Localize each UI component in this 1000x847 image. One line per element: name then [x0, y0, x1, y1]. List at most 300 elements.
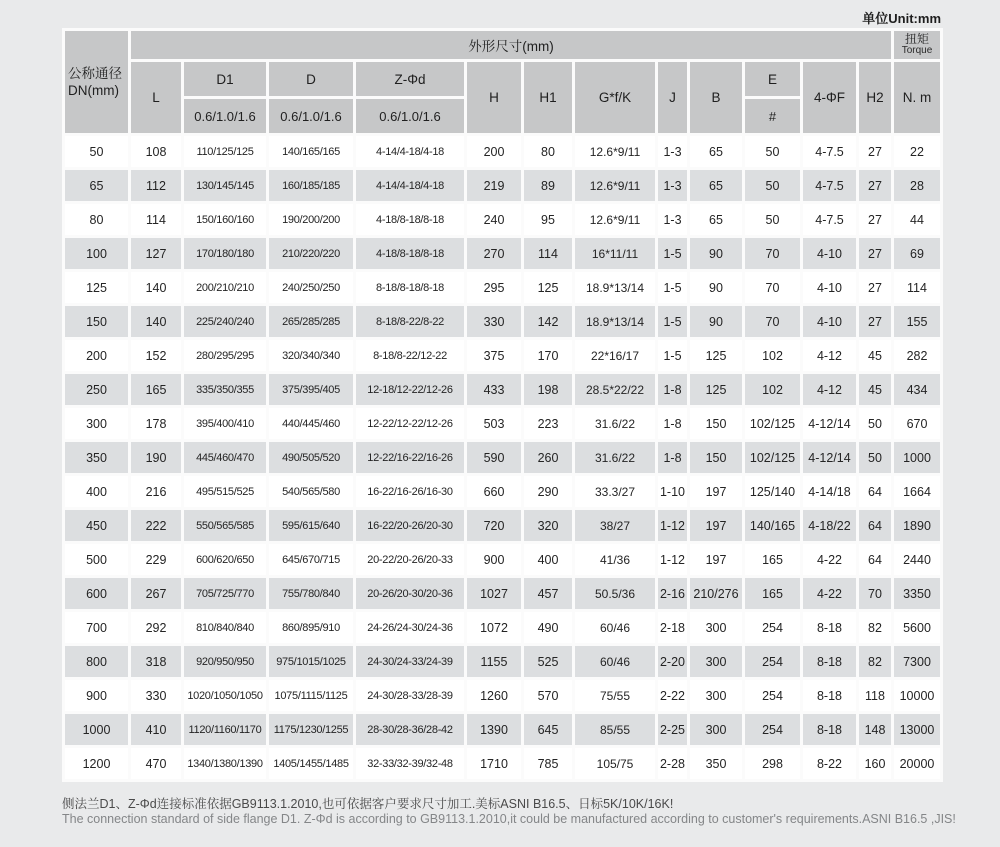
cell-h2: 45	[859, 374, 891, 405]
cell-zd: 12-18/12-22/12-26	[356, 374, 464, 405]
cell-b: 65	[690, 136, 742, 167]
cell-h1: 457	[524, 578, 572, 609]
cell-b: 197	[690, 510, 742, 541]
cell-zd: 4-14/4-18/4-18	[356, 170, 464, 201]
cell-d: 375/395/405	[269, 374, 353, 405]
header-zd: Z-Φd	[356, 62, 464, 96]
cell-d: 240/250/250	[269, 272, 353, 303]
table-row	[65, 442, 940, 473]
cell-d1: 395/400/410	[184, 408, 266, 439]
cell-nm: 69	[894, 238, 940, 269]
cell-nm: 44	[894, 204, 940, 235]
cell-j: 2-22	[658, 680, 687, 711]
cell-h1: 125	[524, 272, 572, 303]
cell-h2: 27	[859, 238, 891, 269]
cell-d: 490/505/520	[269, 442, 353, 473]
cell-j: 2-28	[658, 748, 687, 779]
cell-d1: 335/350/355	[184, 374, 266, 405]
cell-dn: 125	[65, 272, 128, 303]
cell-nm: 114	[894, 272, 940, 303]
cell-l: 216	[131, 476, 181, 507]
cell-h2: 64	[859, 544, 891, 575]
cell-e: 254	[745, 646, 800, 677]
cell-f: 8-18	[803, 714, 856, 745]
table-row	[65, 170, 940, 201]
cell-j: 2-25	[658, 714, 687, 745]
cell-d: 190/200/200	[269, 204, 353, 235]
cell-b: 300	[690, 612, 742, 643]
cell-h: 375	[467, 340, 521, 371]
cell-d1: 1340/1380/1390	[184, 748, 266, 779]
cell-gfk: 18.9*13/14	[575, 306, 655, 337]
cell-h: 590	[467, 442, 521, 473]
cell-h1: 89	[524, 170, 572, 201]
cell-h: 1027	[467, 578, 521, 609]
cell-j: 1-5	[658, 306, 687, 337]
cell-f: 4-14/18	[803, 476, 856, 507]
table-row	[65, 204, 940, 235]
table-row	[65, 612, 940, 643]
cell-nm: 2440	[894, 544, 940, 575]
cell-h1: 290	[524, 476, 572, 507]
cell-dn: 1200	[65, 748, 128, 779]
cell-d1: 225/240/240	[184, 306, 266, 337]
header-h1: H1	[524, 62, 572, 133]
table-row	[65, 476, 940, 507]
cell-zd: 12-22/16-22/16-26	[356, 442, 464, 473]
table-row	[65, 646, 940, 677]
cell-d1: 200/210/210	[184, 272, 266, 303]
header-dn-line1: 公称通径	[68, 66, 122, 81]
cell-f: 4-12	[803, 374, 856, 405]
header-d1: D1	[184, 62, 266, 96]
cell-dn: 900	[65, 680, 128, 711]
cell-b: 150	[690, 442, 742, 473]
cell-h1: 525	[524, 646, 572, 677]
table-row	[65, 374, 940, 405]
cell-d: 1175/1230/1255	[269, 714, 353, 745]
cell-dn: 300	[65, 408, 128, 439]
cell-l: 229	[131, 544, 181, 575]
cell-h2: 82	[859, 612, 891, 643]
cell-l: 108	[131, 136, 181, 167]
cell-nm: 282	[894, 340, 940, 371]
header-torque-en: Torque	[901, 45, 933, 56]
cell-e: 70	[745, 272, 800, 303]
cell-f: 4-7.5	[803, 204, 856, 235]
header-zd-sub: 0.6/1.0/1.6	[356, 99, 464, 133]
cell-zd: 32-33/32-39/32-48	[356, 748, 464, 779]
cell-b: 90	[690, 238, 742, 269]
cell-j: 1-3	[658, 170, 687, 201]
unit-label: 单位Unit:mm	[862, 11, 941, 26]
cell-j: 1-8	[658, 442, 687, 473]
table-row	[65, 408, 940, 439]
cell-d: 1075/1115/1125	[269, 680, 353, 711]
cell-dn: 200	[65, 340, 128, 371]
cell-gfk: 60/46	[575, 646, 655, 677]
cell-b: 300	[690, 714, 742, 745]
cell-nm: 10000	[894, 680, 940, 711]
cell-zd: 24-30/28-33/28-39	[356, 680, 464, 711]
cell-gfk: 28.5*22/22	[575, 374, 655, 405]
cell-d: 160/185/185	[269, 170, 353, 201]
cell-e: 254	[745, 680, 800, 711]
cell-e: 125/140	[745, 476, 800, 507]
cell-h1: 170	[524, 340, 572, 371]
cell-j: 1-12	[658, 510, 687, 541]
cell-b: 197	[690, 544, 742, 575]
table-row	[65, 748, 940, 779]
cell-zd: 20-26/20-30/20-36	[356, 578, 464, 609]
cell-dn: 450	[65, 510, 128, 541]
cell-f: 4-10	[803, 306, 856, 337]
cell-gfk: 31.6/22	[575, 408, 655, 439]
cell-h1: 400	[524, 544, 572, 575]
cell-b: 65	[690, 204, 742, 235]
cell-e: 298	[745, 748, 800, 779]
cell-nm: 1890	[894, 510, 940, 541]
cell-j: 2-18	[658, 612, 687, 643]
header-torque-zh: 扭矩	[904, 32, 929, 46]
cell-l: 330	[131, 680, 181, 711]
cell-gfk: 33.3/27	[575, 476, 655, 507]
cell-h1: 260	[524, 442, 572, 473]
cell-d: 320/340/340	[269, 340, 353, 371]
cell-e: 70	[745, 306, 800, 337]
cell-e: 140/165	[745, 510, 800, 541]
cell-zd: 16-22/16-26/16-30	[356, 476, 464, 507]
cell-b: 65	[690, 170, 742, 201]
header-dn	[65, 31, 128, 133]
cell-zd: 28-30/28-36/28-42	[356, 714, 464, 745]
cell-d: 645/670/715	[269, 544, 353, 575]
cell-l: 222	[131, 510, 181, 541]
cell-h: 1260	[467, 680, 521, 711]
cell-h2: 27	[859, 272, 891, 303]
table-row	[65, 238, 940, 269]
cell-h2: 27	[859, 136, 891, 167]
cell-dn: 80	[65, 204, 128, 235]
header-d: D	[269, 62, 353, 96]
cell-d1: 495/515/525	[184, 476, 266, 507]
cell-nm: 155	[894, 306, 940, 337]
cell-h: 1155	[467, 646, 521, 677]
cell-dn: 65	[65, 170, 128, 201]
cell-gfk: 60/46	[575, 612, 655, 643]
cell-h1: 95	[524, 204, 572, 235]
cell-zd: 16-22/20-26/20-30	[356, 510, 464, 541]
cell-f: 4-7.5	[803, 170, 856, 201]
cell-h1: 114	[524, 238, 572, 269]
cell-d: 140/165/165	[269, 136, 353, 167]
header-gfk: G*f/K	[575, 62, 655, 133]
cell-zd: 12-22/12-22/12-26	[356, 408, 464, 439]
cell-zd: 4-18/8-18/8-18	[356, 238, 464, 269]
header-nm: N. m	[894, 62, 940, 133]
cell-d1: 810/840/840	[184, 612, 266, 643]
cell-h1: 570	[524, 680, 572, 711]
cell-nm: 1000	[894, 442, 940, 473]
cell-h2: 70	[859, 578, 891, 609]
cell-dn: 700	[65, 612, 128, 643]
header-b: B	[690, 62, 742, 133]
cell-l: 318	[131, 646, 181, 677]
cell-d: 540/565/580	[269, 476, 353, 507]
cell-f: 4-12/14	[803, 408, 856, 439]
table-row	[65, 510, 940, 541]
cell-l: 178	[131, 408, 181, 439]
cell-f: 8-22	[803, 748, 856, 779]
cell-gfk: 18.9*13/14	[575, 272, 655, 303]
cell-gfk: 41/36	[575, 544, 655, 575]
cell-nm: 20000	[894, 748, 940, 779]
cell-dn: 800	[65, 646, 128, 677]
cell-j: 1-8	[658, 374, 687, 405]
cell-l: 165	[131, 374, 181, 405]
cell-zd: 8-18/8-18/8-18	[356, 272, 464, 303]
table-row	[65, 306, 940, 337]
cell-h: 720	[467, 510, 521, 541]
cell-nm: 5600	[894, 612, 940, 643]
cell-l: 114	[131, 204, 181, 235]
cell-d1: 110/125/125	[184, 136, 266, 167]
cell-d1: 1120/1160/1170	[184, 714, 266, 745]
cell-d: 1405/1455/1485	[269, 748, 353, 779]
cell-l: 112	[131, 170, 181, 201]
cell-e: 50	[745, 204, 800, 235]
cell-f: 4-7.5	[803, 136, 856, 167]
cell-h1: 320	[524, 510, 572, 541]
header-l: L	[131, 62, 181, 133]
cell-zd: 4-18/8-18/8-18	[356, 204, 464, 235]
cell-e: 165	[745, 578, 800, 609]
header-torque	[894, 31, 940, 59]
header-d-sub: 0.6/1.0/1.6	[269, 99, 353, 133]
cell-e: 102/125	[745, 408, 800, 439]
cell-h: 330	[467, 306, 521, 337]
cell-d1: 920/950/950	[184, 646, 266, 677]
cell-dn: 50	[65, 136, 128, 167]
cell-j: 1-5	[658, 340, 687, 371]
footnotes	[62, 797, 962, 827]
cell-f: 8-18	[803, 646, 856, 677]
footnote-en: The connection standard of side flange D1. Z-Φd is according to GB9113.1.2010,it could be manufactured according to customer's requirements.ASNI B16.5 ,JIS!	[62, 812, 956, 826]
cell-gfk: 12.6*9/11	[575, 170, 655, 201]
footnote-zh: 侧法兰D1、Z-Φd连接标准依据GB9113.1.2010,也可依据客户要求尺寸加工.美标ASNI B16.5、日标5K/10K/16K!	[62, 797, 674, 811]
cell-e: 102	[745, 374, 800, 405]
cell-h2: 50	[859, 408, 891, 439]
spec-table	[62, 28, 943, 782]
cell-h: 219	[467, 170, 521, 201]
cell-e: 50	[745, 136, 800, 167]
cell-d1: 130/145/145	[184, 170, 266, 201]
cell-h: 660	[467, 476, 521, 507]
cell-h1: 142	[524, 306, 572, 337]
cell-f: 4-22	[803, 578, 856, 609]
cell-dn: 1000	[65, 714, 128, 745]
cell-d1: 1020/1050/1050	[184, 680, 266, 711]
table-row	[65, 136, 940, 167]
cell-d1: 445/460/470	[184, 442, 266, 473]
cell-h: 1390	[467, 714, 521, 745]
cell-b: 210/276	[690, 578, 742, 609]
cell-b: 125	[690, 374, 742, 405]
cell-h2: 160	[859, 748, 891, 779]
cell-h2: 148	[859, 714, 891, 745]
cell-b: 350	[690, 748, 742, 779]
cell-f: 4-10	[803, 272, 856, 303]
cell-dn: 100	[65, 238, 128, 269]
cell-h: 270	[467, 238, 521, 269]
cell-gfk: 31.6/22	[575, 442, 655, 473]
header-f: 4-ΦF	[803, 62, 856, 133]
cell-f: 4-18/22	[803, 510, 856, 541]
cell-gfk: 85/55	[575, 714, 655, 745]
cell-dn: 150	[65, 306, 128, 337]
cell-h2: 64	[859, 510, 891, 541]
cell-e: 254	[745, 612, 800, 643]
cell-d: 755/780/840	[269, 578, 353, 609]
cell-l: 267	[131, 578, 181, 609]
cell-h1: 490	[524, 612, 572, 643]
cell-f: 4-12	[803, 340, 856, 371]
cell-zd: 24-30/24-33/24-39	[356, 646, 464, 677]
cell-nm: 7300	[894, 646, 940, 677]
cell-d: 440/445/460	[269, 408, 353, 439]
cell-h2: 118	[859, 680, 891, 711]
header-h2: H2	[859, 62, 891, 133]
header-e: E	[745, 62, 800, 96]
cell-gfk: 12.6*9/11	[575, 136, 655, 167]
cell-l: 152	[131, 340, 181, 371]
cell-gfk: 75/55	[575, 680, 655, 711]
cell-gfk: 50.5/36	[575, 578, 655, 609]
cell-e: 165	[745, 544, 800, 575]
cell-h2: 64	[859, 476, 891, 507]
cell-d: 265/285/285	[269, 306, 353, 337]
cell-b: 197	[690, 476, 742, 507]
table-row	[65, 680, 940, 711]
cell-l: 410	[131, 714, 181, 745]
cell-e: 254	[745, 714, 800, 745]
table-row	[65, 340, 940, 371]
cell-f: 4-22	[803, 544, 856, 575]
cell-b: 90	[690, 272, 742, 303]
header-dn-line2: DN(mm)	[68, 83, 119, 98]
cell-nm: 434	[894, 374, 940, 405]
cell-dn: 350	[65, 442, 128, 473]
cell-h: 200	[467, 136, 521, 167]
cell-h: 503	[467, 408, 521, 439]
cell-h1: 645	[524, 714, 572, 745]
cell-b: 125	[690, 340, 742, 371]
cell-d1: 150/160/160	[184, 204, 266, 235]
cell-j: 1-5	[658, 272, 687, 303]
cell-h: 295	[467, 272, 521, 303]
cell-h1: 785	[524, 748, 572, 779]
cell-zd: 4-14/4-18/4-18	[356, 136, 464, 167]
cell-f: 8-18	[803, 612, 856, 643]
cell-f: 4-12/14	[803, 442, 856, 473]
header-d1-sub: 0.6/1.0/1.6	[184, 99, 266, 133]
cell-j: 1-3	[658, 136, 687, 167]
cell-l: 470	[131, 748, 181, 779]
cell-j: 2-16	[658, 578, 687, 609]
cell-j: 1-12	[658, 544, 687, 575]
cell-j: 1-8	[658, 408, 687, 439]
cell-gfk: 12.6*9/11	[575, 204, 655, 235]
cell-d1: 550/565/585	[184, 510, 266, 541]
cell-h: 1072	[467, 612, 521, 643]
cell-d: 210/220/220	[269, 238, 353, 269]
cell-h1: 223	[524, 408, 572, 439]
cell-e: 70	[745, 238, 800, 269]
cell-d: 975/1015/1025	[269, 646, 353, 677]
cell-nm: 1664	[894, 476, 940, 507]
cell-l: 127	[131, 238, 181, 269]
cell-b: 300	[690, 646, 742, 677]
cell-d1: 170/180/180	[184, 238, 266, 269]
cell-dn: 500	[65, 544, 128, 575]
cell-h2: 82	[859, 646, 891, 677]
cell-j: 1-10	[658, 476, 687, 507]
cell-d1: 280/295/295	[184, 340, 266, 371]
header-e-sub: #	[745, 99, 800, 133]
table-row	[65, 714, 940, 745]
cell-d: 595/615/640	[269, 510, 353, 541]
cell-h2: 27	[859, 170, 891, 201]
cell-f: 8-18	[803, 680, 856, 711]
cell-l: 140	[131, 306, 181, 337]
cell-j: 1-3	[658, 204, 687, 235]
cell-h2: 45	[859, 340, 891, 371]
table-row	[65, 272, 940, 303]
cell-dn: 250	[65, 374, 128, 405]
cell-zd: 8-18/8-22/8-22	[356, 306, 464, 337]
cell-gfk: 16*11/11	[575, 238, 655, 269]
cell-dn: 600	[65, 578, 128, 609]
cell-nm: 670	[894, 408, 940, 439]
cell-b: 90	[690, 306, 742, 337]
cell-d1: 705/725/770	[184, 578, 266, 609]
cell-b: 150	[690, 408, 742, 439]
cell-nm: 28	[894, 170, 940, 201]
cell-d: 860/895/910	[269, 612, 353, 643]
cell-nm: 13000	[894, 714, 940, 745]
header-dims-group: 外形尺寸(mm)	[131, 31, 891, 59]
cell-e: 102/125	[745, 442, 800, 473]
cell-gfk: 22*16/17	[575, 340, 655, 371]
table-row	[65, 544, 940, 575]
cell-b: 300	[690, 680, 742, 711]
cell-nm: 3350	[894, 578, 940, 609]
cell-h1: 198	[524, 374, 572, 405]
cell-e: 102	[745, 340, 800, 371]
header-j: J	[658, 62, 687, 133]
cell-h: 900	[467, 544, 521, 575]
cell-j: 2-20	[658, 646, 687, 677]
cell-zd: 8-18/8-22/12-22	[356, 340, 464, 371]
cell-h: 433	[467, 374, 521, 405]
cell-l: 140	[131, 272, 181, 303]
cell-zd: 24-26/24-30/24-36	[356, 612, 464, 643]
cell-h: 1710	[467, 748, 521, 779]
cell-gfk: 105/75	[575, 748, 655, 779]
cell-e: 50	[745, 170, 800, 201]
cell-d1: 600/620/650	[184, 544, 266, 575]
cell-h2: 27	[859, 204, 891, 235]
